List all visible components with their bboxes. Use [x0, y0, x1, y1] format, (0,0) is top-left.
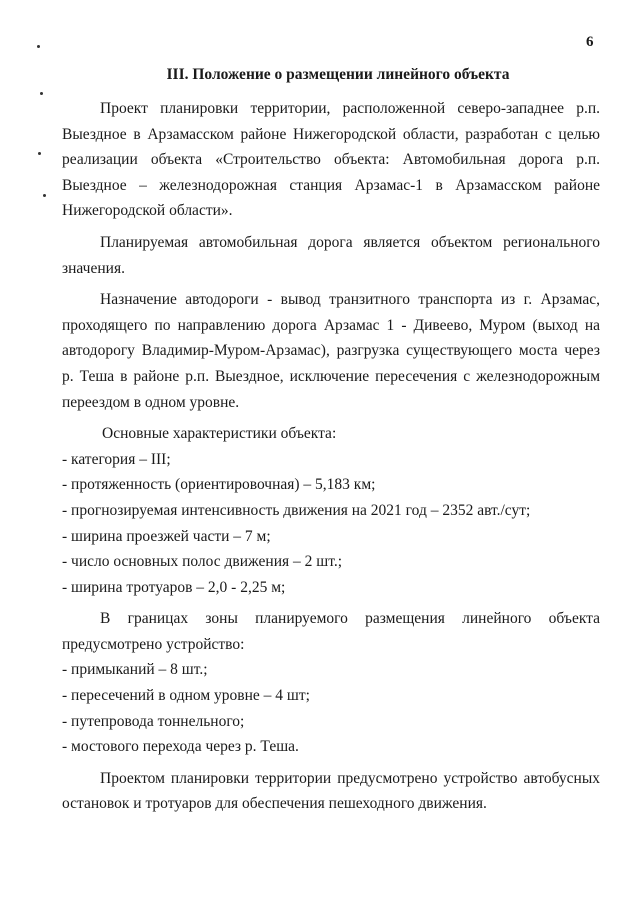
characteristic-item: - число основных полос движения – 2 шт.;	[62, 553, 342, 571]
structure-item: - пересечений в одном уровне – 4 шт;	[62, 687, 310, 705]
paragraph-purpose: Назначение автодороги - вывод транзитного транспорта из г. Арзамас, проходящего по направлению дорога Арзамас 1 - Дивеево, Муром (выход на автодорогу Владимир-Муром-Арзамас), разгрузка существующего моста через р. Теша в районе р.п. Выездное, исключение пересечения с железнодорожным переездом в одном уровне.	[62, 291, 600, 411]
characteristic-item: - протяженность (ориентировочная) – 5,183 км;	[62, 476, 376, 494]
section-heading: III. Положение о размещении линейного объекта	[166, 66, 510, 83]
characteristic-item: - ширина проезжей части – 7 м;	[62, 527, 271, 545]
structure-item: - мостового перехода через р. Теша.	[62, 738, 299, 756]
scan-mark	[40, 92, 43, 95]
characteristic-item: - категория – III;	[62, 450, 171, 468]
characteristics-intro: Основные характеристики объекта:	[102, 425, 337, 443]
scan-mark	[37, 45, 40, 48]
scan-mark	[38, 152, 41, 155]
paragraph-significance: Планируемая автомобильная дорога является объектом регионального значения.	[62, 233, 600, 277]
paragraph-final: Проектом планировки территории предусмотрено устройство автобусных остановок и тротуаров для обеспечения пешеходного движения.	[62, 769, 600, 813]
page-number: 6	[586, 34, 594, 50]
structure-item: - путепровода тоннельного;	[62, 712, 245, 730]
characteristic-item: - ширина тротуаров – 2,0 - 2,25 м;	[62, 578, 286, 596]
scan-mark	[43, 194, 46, 197]
paragraph-zone-line2: предусмотрено устройство:	[62, 635, 245, 653]
paragraph-project: Проект планировки территории, расположенной северо-западнее р.п. Выездное в Арзамасском районе Нижегородской области, разработан с целью реализации объекта «Строительство объекта: Автомобильная дорога р.п. Выездное – железнодорожная станция Арзамас-1 в Арзамасском районе Нижегородской области».	[62, 100, 600, 220]
document-body	[62, 96, 600, 817]
paragraph-zone-line1: В границах зоны планируемого размещения линейного объекта	[100, 610, 600, 628]
structure-item: - примыканий – 8 шт.;	[62, 661, 208, 679]
characteristic-item: - прогнозируемая интенсивность движения на 2021 год – 2352 авт./сут;	[62, 501, 531, 519]
